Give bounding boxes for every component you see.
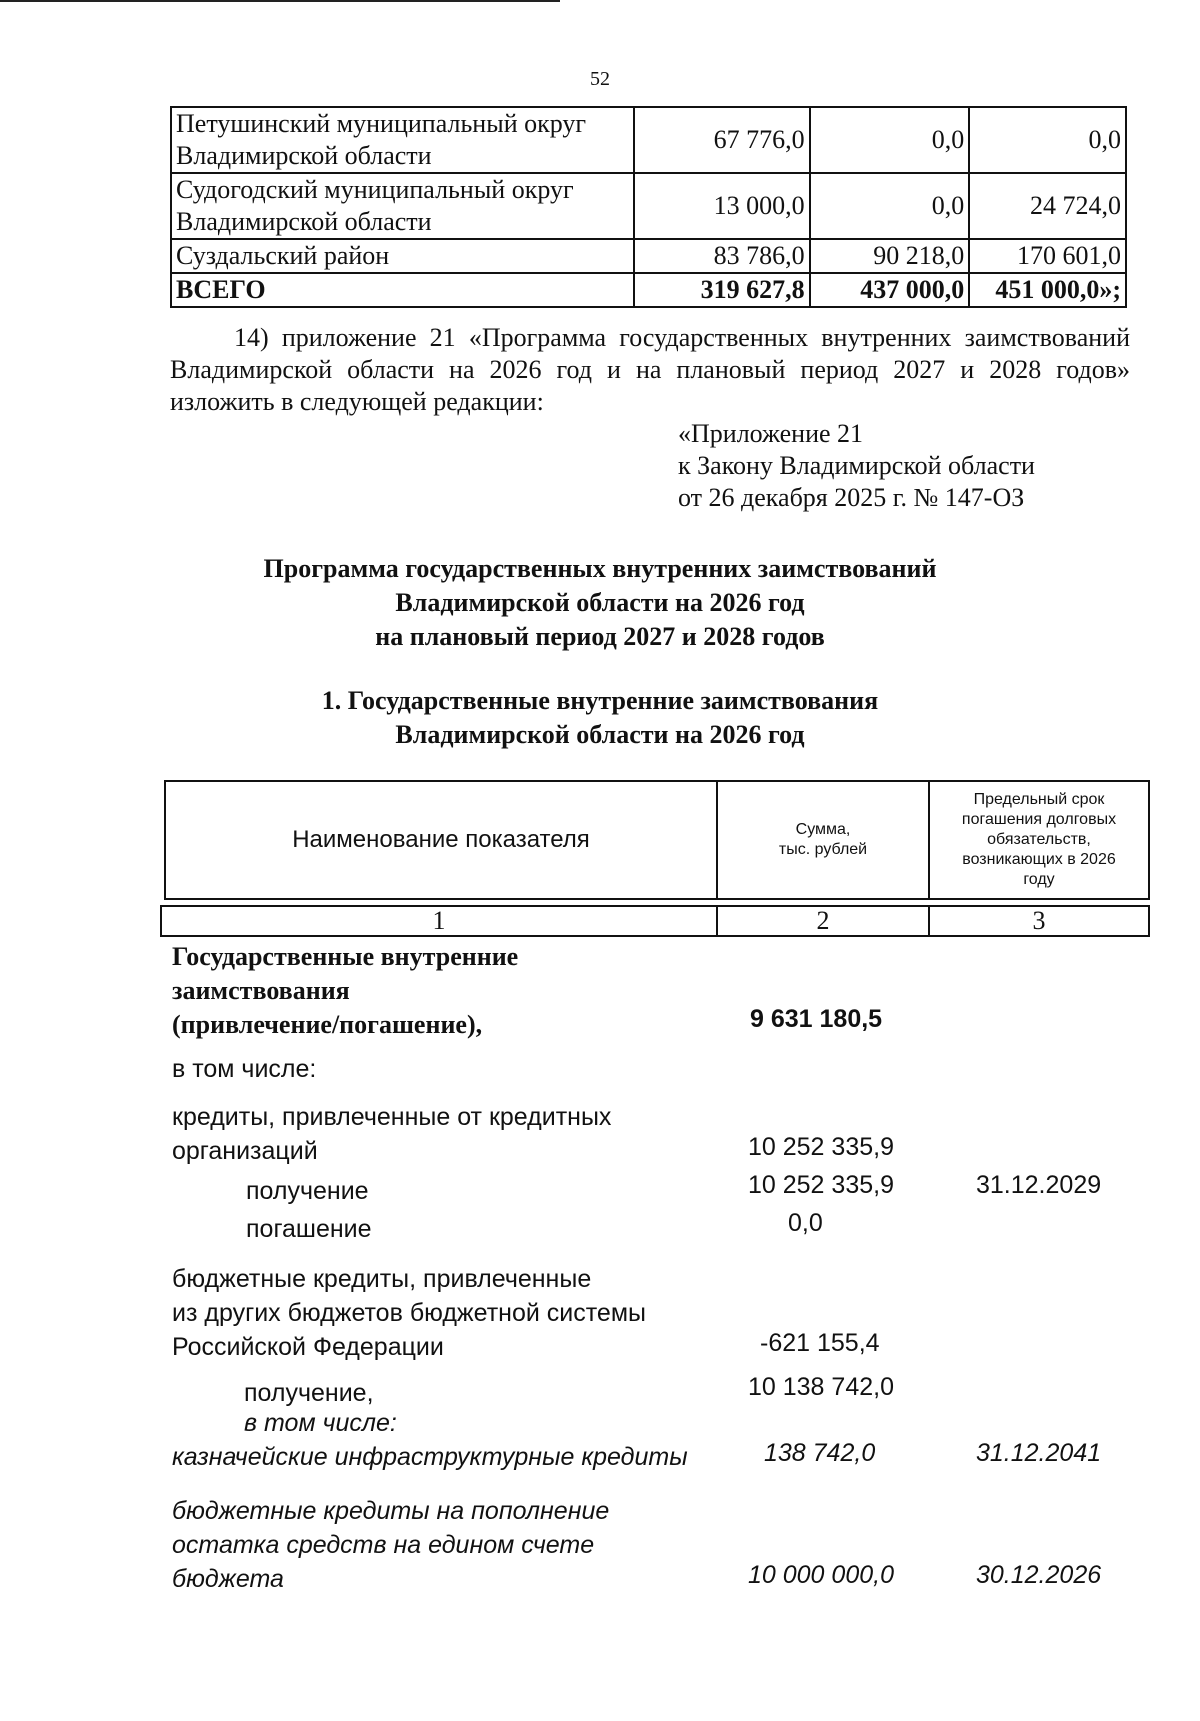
- row-name: Судогодский муниципальный округ Владимирской области: [171, 173, 634, 239]
- column-number-1-label: 1: [432, 906, 446, 935]
- program-title-line-3: на плановый период 2027 и 2028 годов: [375, 622, 825, 651]
- budget-credit-value: -621 155,4: [760, 1329, 880, 1357]
- budget-receipt-label: получение,: [244, 1379, 374, 1407]
- total-value-3: 451 000,0»;: [969, 273, 1126, 307]
- row-value-3: 0,0: [969, 107, 1126, 173]
- including-label: в том числе:: [172, 1055, 317, 1083]
- header-col2-line2: тыс. рублей: [778, 841, 868, 858]
- total-row: [171, 273, 1126, 307]
- credit-repayment-value: 0,0: [788, 1209, 823, 1237]
- treasury-credits-value: 138 742,0: [764, 1439, 876, 1467]
- credit-label-line-2: организаций: [172, 1137, 318, 1165]
- credit-receipt-label: получение: [246, 1177, 369, 1205]
- appendix-line-3: от 26 декабря 2025 г. № 147-ОЗ: [678, 483, 1025, 512]
- row-value-1: 83 786,0: [634, 239, 810, 273]
- header-col3-line3: обязательств,: [987, 831, 1091, 848]
- appendix-line-1: «Приложение 21: [678, 419, 864, 448]
- row-value-3: 24 724,0: [969, 173, 1126, 239]
- program-title-line-1: Программа государственных внутренних заимствований: [263, 554, 937, 583]
- amendment-paragraph: 14) приложение 21 «Программа государственных внутренних заимствований Владимирской области на 2026 год и на плановый период 2027 и 2028 годов» изложить в следующей редакции:: [170, 323, 1130, 416]
- header-deadline: [928, 780, 1150, 900]
- page-number: 52: [590, 68, 610, 90]
- column-number-3: [928, 905, 1150, 937]
- replenish-label-line-3: бюджета: [172, 1565, 284, 1593]
- table-row: [171, 239, 1126, 273]
- header-col3-line2: погашения долговых: [961, 811, 1117, 828]
- header-col3-line5: году: [1023, 871, 1055, 888]
- row-value-2: 0,0: [810, 107, 970, 173]
- budget-receipt-value: 10 138 742,0: [748, 1373, 894, 1401]
- table-row: [171, 107, 1126, 173]
- header-col3-line1: Предельный срок: [973, 791, 1105, 808]
- replenish-label-line-2: остатка средств на едином счете: [172, 1531, 595, 1559]
- credit-repayment-label: погашение: [246, 1215, 372, 1243]
- total-value-2: 437 000,0: [810, 273, 970, 307]
- column-number-1: [160, 905, 718, 937]
- total-label: ВСЕГО: [171, 273, 634, 307]
- budget-including-label: в том числе:: [244, 1409, 397, 1437]
- row-value-2: 90 218,0: [810, 239, 970, 273]
- table-row: [171, 173, 1126, 239]
- credit-value: 10 252 335,9: [748, 1133, 894, 1161]
- header-sum: [716, 780, 930, 900]
- top-table: [170, 106, 1127, 308]
- budget-credit-label-line-1: бюджетные кредиты, привлеченные: [172, 1265, 592, 1293]
- credit-receipt-date: 31.12.2029: [976, 1171, 1102, 1199]
- replenish-date: 30.12.2026: [976, 1561, 1102, 1589]
- top-border-line: [0, 0, 560, 2]
- budget-credit-label-line-3: Российской Федерации: [172, 1333, 444, 1361]
- header-col3-line4: возникающих в 2026: [962, 851, 1116, 868]
- header-col1-label: Наименование показателя: [292, 826, 590, 853]
- total-label-line-2: заимствования: [172, 976, 350, 1005]
- header-indicator-name: [164, 780, 718, 900]
- total-borrowings-value: 9 631 180,5: [750, 1005, 883, 1033]
- section-title-line-2: Владимирской области на 2026 год: [395, 720, 805, 749]
- column-number-2: [716, 905, 930, 937]
- row-value-1: 13 000,0: [634, 173, 810, 239]
- replenish-value: 10 000 000,0: [748, 1561, 894, 1589]
- row-value-1: 67 776,0: [634, 107, 810, 173]
- credit-label-line-1: кредиты, привлеченные от кредитных: [172, 1103, 612, 1131]
- total-label-line-3: (привлечение/погашение),: [172, 1010, 483, 1039]
- appendix-line-2: к Закону Владимирской области: [678, 451, 1035, 480]
- replenish-label-line-1: бюджетные кредиты на пополнение: [172, 1497, 610, 1525]
- row-name: Петушинский муниципальный округ Владимирской области: [171, 107, 634, 173]
- row-value-2: 0,0: [810, 173, 970, 239]
- treasury-credits-label: казначейские инфраструктурные кредиты: [172, 1443, 688, 1471]
- program-title-line-2: Владимирской области на 2026 год: [395, 588, 805, 617]
- section-title-line-1: 1. Государственные внутренние заимствования: [321, 686, 879, 715]
- row-value-3: 170 601,0: [969, 239, 1126, 273]
- total-label-line-1: Государственные внутренние: [172, 942, 519, 971]
- header-col2-line1: Сумма,: [795, 821, 851, 838]
- treasury-credits-date: 31.12.2041: [976, 1439, 1102, 1467]
- column-number-3-label: 3: [1032, 906, 1046, 935]
- column-number-2-label: 2: [816, 906, 830, 935]
- credit-receipt-value: 10 252 335,9: [748, 1171, 894, 1199]
- row-name: Суздальский район: [171, 239, 634, 273]
- total-value-1: 319 627,8: [634, 273, 810, 307]
- budget-credit-label-line-2: из других бюджетов бюджетной системы: [172, 1299, 646, 1327]
